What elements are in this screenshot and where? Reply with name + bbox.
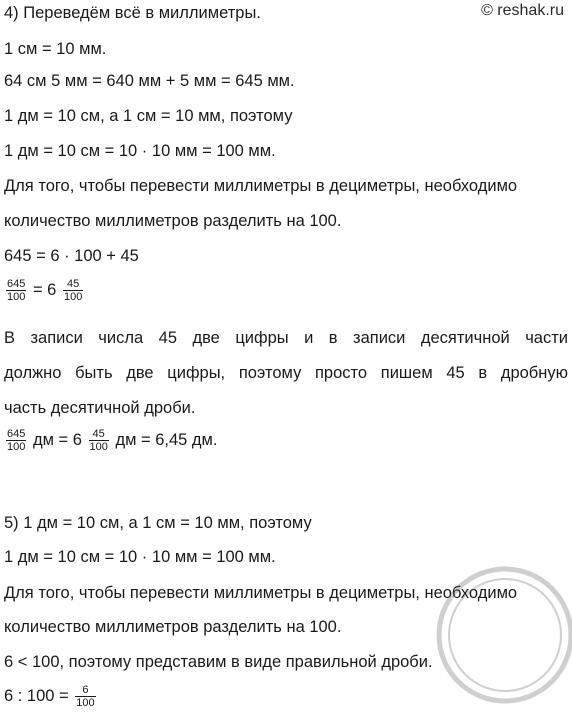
text-line: В записи числа 45 две цифры и в записи десятичной части	[4, 329, 568, 347]
text-line: количество миллиметров разделить на 100.	[4, 618, 342, 636]
fraction: $\frac{6}{100}$	[76, 684, 95, 709]
text-line: 1 см = 10 мм.	[4, 40, 107, 58]
part4-heading: 4) Переведём всё в миллиметры.	[4, 4, 261, 22]
fraction: $\frac{645}{100}$	[7, 428, 26, 453]
text-line: должно быть две цифры, поэтому просто пишем 45 в дробную	[4, 364, 568, 382]
fraction: $\frac{645}{100}$	[7, 278, 26, 303]
text-line: 6 < 100, поэтому представим в виде правильной дроби.	[4, 653, 433, 671]
fraction-equation: 6 : 100 = $\frac{6}{100}$	[4, 684, 95, 709]
fraction-equation: $\frac{645}{100}$ = 6 $\frac{45}{100}$	[7, 278, 83, 303]
site-watermark: © reshak.ru	[481, 2, 564, 19]
text-line: 1 дм = 10 см, а 1 см = 10 мм, поэтому	[4, 107, 293, 125]
result-equation: $\frac{645}{100}$ дм = 6 $\frac{45}{100}$ дм = 6,45 дм.	[7, 428, 218, 453]
fraction: $\frac{45}{100}$	[63, 278, 83, 303]
part5-heading: 5) 1 дм = 10 см, а 1 см = 10 мм, поэтому	[4, 514, 312, 532]
text-line: 645 = 6 · 100 + 45	[4, 247, 139, 265]
text-line: часть десятичной дроби.	[4, 399, 196, 417]
text-line: Для того, чтобы перевести миллиметры в дециметры, необходимо	[4, 177, 518, 195]
text-line: 1 дм = 10 см = 10 · 10 мм = 100 мм.	[4, 142, 276, 160]
text-line: Для того, чтобы перевести миллиметры в дециметры, необходимо	[4, 584, 518, 602]
text-line: 1 дм = 10 см = 10 · 10 мм = 100 мм.	[4, 548, 276, 566]
text-line: 64 см 5 мм = 640 мм + 5 мм = 645 мм.	[4, 72, 295, 90]
text-line: количество миллиметров разделить на 100.	[4, 212, 342, 230]
fraction: $\frac{45}{100}$	[89, 428, 108, 453]
